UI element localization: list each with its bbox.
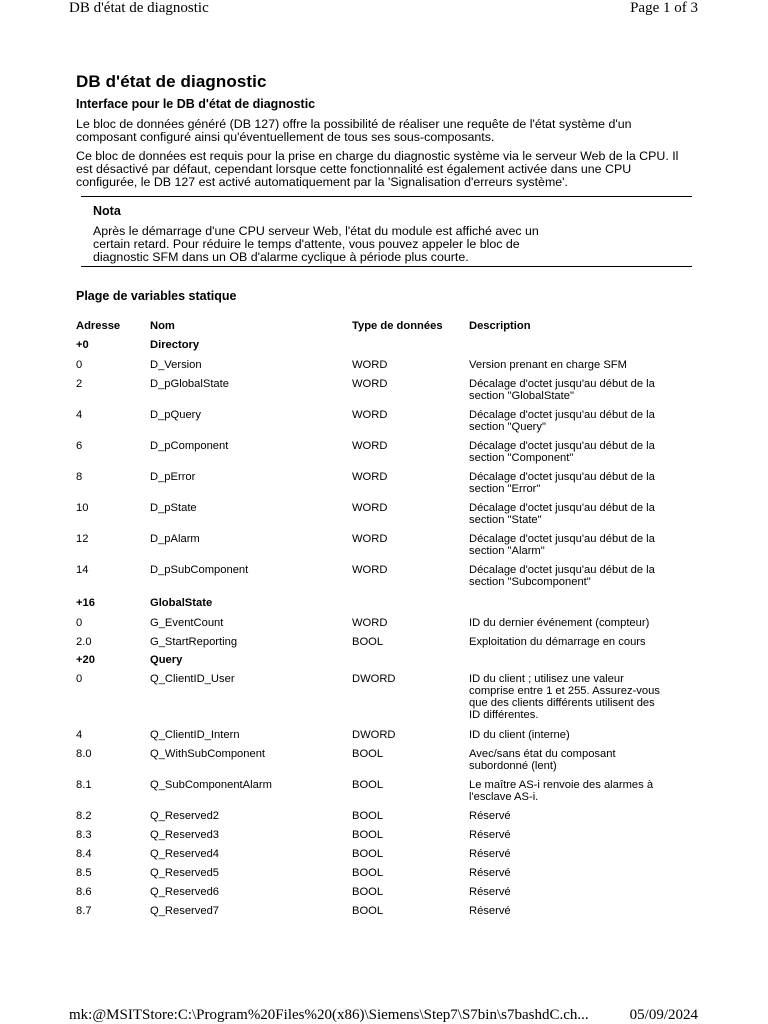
cell-name: G_EventCount	[150, 617, 224, 629]
cell-name: Q_ClientID_Intern	[150, 729, 240, 741]
cell-address: 8	[76, 471, 83, 483]
cell-description: Version prenant en charge SFM	[469, 359, 627, 371]
cell-address: 4	[76, 409, 83, 421]
cell-name: Q_Reserved3	[150, 829, 220, 841]
table-row	[76, 359, 669, 378]
cell-address: 12	[76, 533, 89, 545]
cell-address: 8.0	[76, 748, 92, 760]
cell-address: +20	[76, 654, 95, 666]
cell-type: WORD	[352, 409, 388, 421]
cell-name: Q_ClientID_User	[150, 673, 235, 685]
cell-address: 8.6	[76, 886, 92, 898]
cell-address: 8.4	[76, 848, 92, 860]
footer-url: mk:@MSITStore:C:\Program%20Files%20(x86)\Siemens\Step7\S7bin\s7bashdC.ch...	[69, 1007, 589, 1023]
cell-description: ID du client ; utilisez une valeur comprise entre 1 et 255. Assurez-vous que des clients différents utilisent des ID différentes.	[469, 673, 660, 721]
cell-address: 8.1	[76, 779, 92, 791]
cell-name: Q_Reserved6	[150, 886, 220, 898]
page-subtitle: Interface pour le DB d'état de diagnostic	[76, 97, 316, 111]
cell-name: D_pError	[150, 471, 196, 483]
cell-description: Réservé	[469, 829, 511, 841]
table-row	[76, 409, 669, 440]
cell-name: Directory	[150, 339, 200, 351]
cell-description: Avec/sans état du composant subordonné (lent)	[469, 748, 616, 772]
cell-type	[352, 339, 469, 359]
footer-date: 05/09/2024	[629, 1007, 698, 1023]
cell-description: Réservé	[469, 905, 511, 917]
cell-type: WORD	[352, 564, 388, 576]
table-row	[76, 533, 669, 564]
table-row	[76, 564, 669, 597]
cell-name: Q_Reserved4	[150, 848, 220, 860]
cell-description: Décalage d'octet jusqu'au début de la section "GlobalState"	[469, 378, 655, 402]
table-section-row	[76, 339, 669, 359]
cell-type: WORD	[352, 502, 388, 514]
variables-table	[76, 320, 669, 924]
table-row	[76, 905, 669, 924]
note-title: Nota	[93, 204, 121, 218]
cell-name: Q_Reserved5	[150, 867, 220, 879]
cell-name: D_pSubComponent	[150, 564, 249, 576]
cell-type: WORD	[352, 533, 388, 545]
cell-type: BOOL	[352, 810, 384, 822]
cell-type	[352, 597, 469, 617]
table-row	[76, 810, 669, 829]
cell-type: WORD	[352, 617, 388, 629]
cell-address: 8.2	[76, 810, 92, 822]
cell-description: Réservé	[469, 810, 511, 822]
cell-description: ID du client (interne)	[469, 729, 570, 741]
table-row	[76, 748, 669, 779]
cell-name: Q_SubComponentAlarm	[150, 779, 272, 791]
description-paragraph: Ce bloc de données est requis pour la prise en charge du diagnostic système via le serveur Web de la CPU. Il est désactivé par défaut, cependant lorsque cette fonctionnalité est également activée dans une CPU configurée, le DB 127 est activé automatiquement par la 'Signalisation d'erreurs système'.	[76, 149, 679, 189]
column-header-description: Description	[469, 320, 531, 332]
cell-name: D_pGlobalState	[150, 378, 229, 390]
cell-type: BOOL	[352, 779, 384, 791]
table-row	[76, 729, 669, 748]
cell-address: 6	[76, 440, 83, 452]
cell-description: Réservé	[469, 867, 511, 879]
table-row	[76, 502, 669, 533]
cell-address: 0	[76, 359, 83, 371]
table-row	[76, 886, 669, 905]
table-row	[76, 471, 669, 502]
document-content	[76, 72, 692, 924]
table-row	[76, 378, 669, 409]
cell-type: DWORD	[352, 729, 396, 741]
cell-name: D_pState	[150, 502, 197, 514]
table-row	[76, 636, 669, 654]
cell-description: ID du dernier événement (compteur)	[469, 617, 650, 629]
cell-address: 2.0	[76, 636, 92, 648]
table-row	[76, 779, 669, 810]
cell-address: 0	[76, 617, 83, 629]
cell-type	[352, 654, 469, 673]
cell-address: 10	[76, 502, 89, 514]
cell-type: WORD	[352, 378, 388, 390]
table-section-row	[76, 597, 669, 617]
cell-description: Décalage d'octet jusqu'au début de la section "Error"	[469, 471, 655, 495]
cell-description: Réservé	[469, 848, 511, 860]
cell-description: Décalage d'octet jusqu'au début de la section "Query"	[469, 409, 655, 433]
table-row	[76, 440, 669, 471]
table-row	[76, 673, 669, 729]
cell-type: WORD	[352, 440, 388, 452]
cell-type: BOOL	[352, 848, 384, 860]
note-box	[81, 196, 692, 267]
cell-address: 2	[76, 378, 83, 390]
header-doc-title: DB d'état de diagnostic	[69, 0, 209, 16]
cell-address: 4	[76, 729, 83, 741]
cell-name: D_pQuery	[150, 409, 201, 421]
table-row	[76, 867, 669, 886]
cell-description: Décalage d'octet jusqu'au début de la section "Component"	[469, 440, 655, 464]
cell-address: 8.5	[76, 867, 92, 879]
cell-type: BOOL	[352, 867, 384, 879]
table-row	[76, 617, 669, 636]
cell-type: BOOL	[352, 886, 384, 898]
cell-description: Décalage d'octet jusqu'au début de la section "Subcomponent"	[469, 564, 655, 588]
cell-name: G_StartReporting	[150, 636, 238, 648]
cell-type: BOOL	[352, 905, 384, 917]
column-header-name: Nom	[150, 320, 175, 332]
cell-address: 8.7	[76, 905, 92, 917]
cell-type: BOOL	[352, 636, 384, 648]
cell-description	[469, 654, 669, 673]
cell-name: D_pComponent	[150, 440, 229, 452]
cell-type: WORD	[352, 471, 388, 483]
cell-description	[469, 339, 669, 359]
cell-description	[469, 597, 669, 617]
cell-address: 8.3	[76, 829, 92, 841]
cell-address: +0	[76, 339, 89, 351]
cell-type: BOOL	[352, 829, 384, 841]
intro-paragraph: Le bloc de données généré (DB 127) offre la possibilité de réaliser une requête de l'état système d'un composant configuré ainsi qu'éventuellement de tous ses sous-composants.	[76, 117, 632, 144]
cell-description: Réservé	[469, 886, 511, 898]
cell-name: Q_Reserved2	[150, 810, 220, 822]
table-header-row	[76, 320, 669, 339]
cell-address: 14	[76, 564, 89, 576]
column-header-address: Adresse	[76, 320, 121, 332]
table-row	[76, 829, 669, 848]
cell-address: 0	[76, 673, 83, 685]
cell-name: D_pAlarm	[150, 533, 200, 545]
cell-description: Exploitation du démarrage en cours	[469, 636, 646, 648]
cell-type: WORD	[352, 359, 388, 371]
header-page-label: Page 1 of 3	[630, 0, 698, 16]
cell-name: D_Version	[150, 359, 202, 371]
cell-type: BOOL	[352, 748, 384, 760]
cell-name: Q_Reserved7	[150, 905, 220, 917]
cell-address: +16	[76, 597, 95, 609]
cell-name: Query	[150, 654, 183, 666]
section-title: Plage de variables statique	[76, 289, 237, 303]
table-row	[76, 848, 669, 867]
table-section-row	[76, 654, 669, 673]
cell-type: DWORD	[352, 673, 396, 685]
cell-description: Le maître AS-i renvoie des alarmes à l'esclave AS-i.	[469, 779, 654, 803]
cell-description: Décalage d'octet jusqu'au début de la section "Alarm"	[469, 533, 655, 557]
cell-name: Q_WithSubComponent	[150, 748, 266, 760]
cell-description: Décalage d'octet jusqu'au début de la section "State"	[469, 502, 655, 526]
column-header-type: Type de données	[352, 320, 443, 332]
note-body: Après le démarrage d'une CPU serveur Web, l'état du module est affiché avec un certain retard. Pour réduire le temps d'attente, vous pouvez appeler le bloc de diagnostic SFM dans un OB d'alarme cyclique à période plus courte.	[93, 224, 539, 264]
cell-name: GlobalState	[150, 597, 213, 609]
page-title: DB d'état de diagnostic	[76, 72, 267, 91]
table-body	[76, 339, 669, 924]
